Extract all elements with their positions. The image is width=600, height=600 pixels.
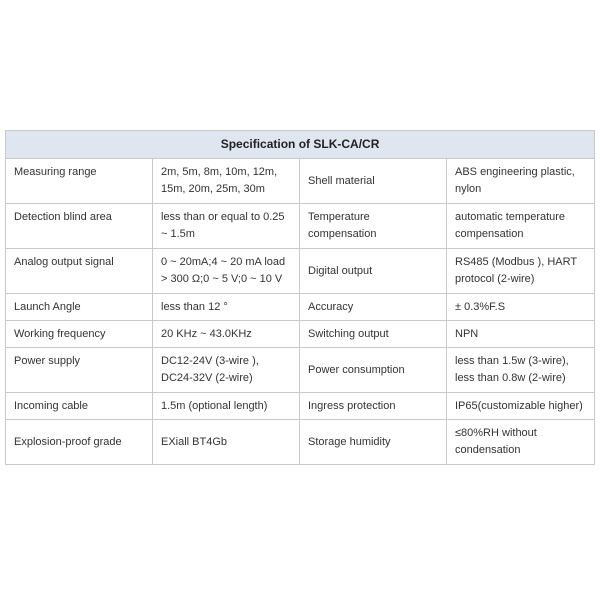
spec-label: Launch Angle: [6, 294, 153, 321]
spec-value: NPN: [447, 321, 595, 348]
spec-label: Digital output: [300, 249, 447, 294]
spec-value: EXiall BT4Gb: [153, 420, 300, 465]
spec-value: less than 1.5w (3-wire), less than 0.8w (2-wire): [447, 348, 595, 393]
spec-label: Explosion-proof grade: [6, 420, 153, 465]
table-title: Specification of SLK-CA/CR: [6, 131, 595, 159]
table-row: [6, 294, 595, 321]
spec-label: Accuracy: [300, 294, 447, 321]
spec-value: less than 12 °: [153, 294, 300, 321]
table-header-row: [6, 131, 595, 159]
spec-value: RS485 (Modbus ), HART protocol (2-wire): [447, 249, 595, 294]
spec-label: Switching output: [300, 321, 447, 348]
table-row: [6, 321, 595, 348]
spec-value: 2m, 5m, 8m, 10m, 12m, 15m, 20m, 25m, 30m: [153, 159, 300, 204]
table-row: [6, 249, 595, 294]
spec-value: 0 ~ 20mA;4 ~ 20 mA load > 300 Ω;0 ~ 5 V;0 ~ 10 V: [153, 249, 300, 294]
spec-label: Shell material: [300, 159, 447, 204]
spec-value: IP65(customizable higher): [447, 393, 595, 420]
spec-value: automatic temperature compensation: [447, 204, 595, 249]
spec-value: less than or equal to 0.25 ~ 1.5m: [153, 204, 300, 249]
specification-table-container: [5, 130, 594, 465]
spec-label: Storage humidity: [300, 420, 447, 465]
spec-label: Detection blind area: [6, 204, 153, 249]
spec-value: 1.5m (optional length): [153, 393, 300, 420]
spec-label: Incoming cable: [6, 393, 153, 420]
table-row: [6, 348, 595, 393]
spec-value: DC12-24V (3-wire ), DC24-32V (2-wire): [153, 348, 300, 393]
spec-label: Measuring range: [6, 159, 153, 204]
table-row: [6, 393, 595, 420]
spec-label: Temperature compensation: [300, 204, 447, 249]
spec-value: ABS engineering plastic, nylon: [447, 159, 595, 204]
spec-label: Working frequency: [6, 321, 153, 348]
specification-table: [5, 130, 595, 465]
table-row: [6, 420, 595, 465]
spec-value: ≤80%RH without condensation: [447, 420, 595, 465]
spec-label: Analog output signal: [6, 249, 153, 294]
spec-label: Power consumption: [300, 348, 447, 393]
spec-label: Power supply: [6, 348, 153, 393]
spec-value: 20 KHz ~ 43.0KHz: [153, 321, 300, 348]
table-row: [6, 159, 595, 204]
table-row: [6, 204, 595, 249]
spec-label: Ingress protection: [300, 393, 447, 420]
spec-value: ± 0.3%F.S: [447, 294, 595, 321]
